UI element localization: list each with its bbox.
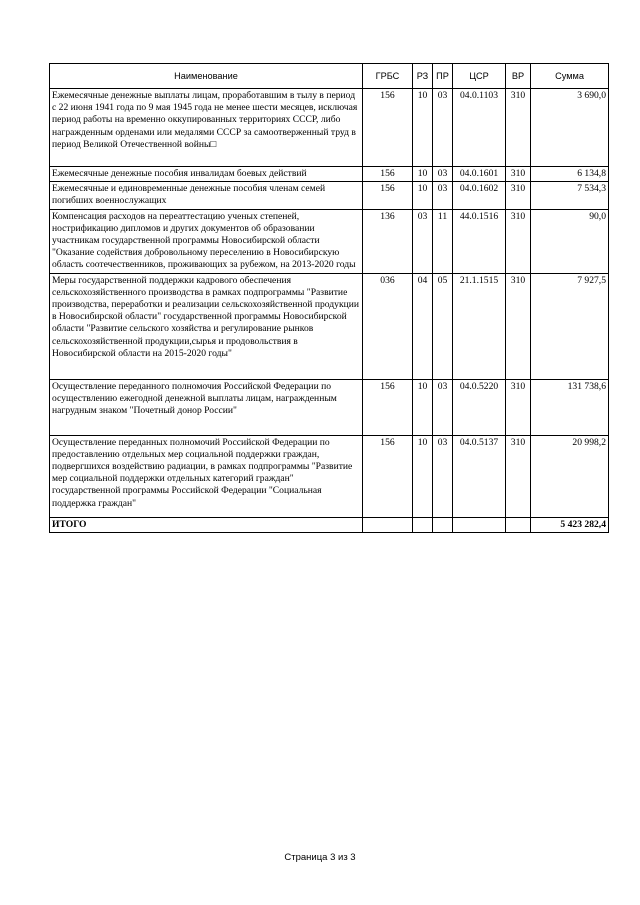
row-rz: 10: [413, 379, 433, 435]
table-row: [50, 273, 609, 379]
table-row: [50, 379, 609, 435]
row-vr: 310: [506, 435, 531, 517]
row-grbs: 156: [363, 182, 413, 209]
row-csr: 04.0.1103: [453, 89, 506, 167]
table-row: [50, 435, 609, 517]
row-sum: 6 134,8: [531, 167, 609, 182]
header-pr: ПР: [433, 64, 453, 89]
total-csr-empty: [453, 517, 506, 532]
row-grbs: 156: [363, 167, 413, 182]
header-vr: ВР: [506, 64, 531, 89]
row-sum: 7 927,5: [531, 273, 609, 379]
row-name: Осуществление переданных полномочий Российской Федерации по предоставлению отдельных мер социальной поддержки граждан, подвергшихся воздействию радиации, в рамках подпрограммы "Развитие мер социальной поддержки отдельных категорий граждан" государственной программы Российской Федерации "Социальная поддержка граждан": [50, 435, 363, 517]
header-csr: ЦСР: [453, 64, 506, 89]
total-label: ИТОГО: [50, 517, 363, 532]
row-grbs: 156: [363, 435, 413, 517]
header-grbs: ГРБС: [363, 64, 413, 89]
total-rz-empty: [413, 517, 433, 532]
row-csr: 21.1.1515: [453, 273, 506, 379]
row-vr: 310: [506, 379, 531, 435]
row-csr: 04.0.1602: [453, 182, 506, 209]
row-csr: 04.0.5220: [453, 379, 506, 435]
header-name: Наименование: [50, 64, 363, 89]
row-pr: 03: [433, 435, 453, 517]
row-pr: 11: [433, 209, 453, 273]
table-header-row: [50, 64, 609, 89]
row-csr: 04.0.5137: [453, 435, 506, 517]
row-pr: 03: [433, 167, 453, 182]
row-rz: 10: [413, 167, 433, 182]
row-vr: 310: [506, 209, 531, 273]
row-name: Ежемесячные и единовременные денежные пособия членам семей погибших военнослужащих: [50, 182, 363, 209]
row-pr: 03: [433, 89, 453, 167]
row-rz: 10: [413, 182, 433, 209]
row-grbs: 156: [363, 89, 413, 167]
row-pr: 03: [433, 182, 453, 209]
table-row: [50, 167, 609, 182]
row-vr: 310: [506, 182, 531, 209]
total-vr-empty: [506, 517, 531, 532]
row-sum: 7 534,3: [531, 182, 609, 209]
row-grbs: 156: [363, 379, 413, 435]
row-vr: 310: [506, 167, 531, 182]
total-pr-empty: [433, 517, 453, 532]
row-grbs: 036: [363, 273, 413, 379]
total-grbs-empty: [363, 517, 413, 532]
page-footer: Страница 3 из 3: [284, 852, 356, 863]
row-vr: 310: [506, 89, 531, 167]
row-name: Компенсация расходов на переаттестацию ученых степеней, нострификацию дипломов и других документов об образовании участникам государственной программы Новосибирской области "Оказание содействия добровольному переселению в Новосибирскую область соотечественников, проживающих за рубежом, на 2013-2020 годы: [50, 209, 363, 273]
row-name: Осуществление переданного полномочия Российской Федерации по осуществлению ежегодной денежной выплаты лицам, награжденным нагрудным знаком "Почетный донор России": [50, 379, 363, 435]
row-pr: 05: [433, 273, 453, 379]
table-row: [50, 89, 609, 167]
row-rz: 04: [413, 273, 433, 379]
row-pr: 03: [433, 379, 453, 435]
row-csr: 44.0.1516: [453, 209, 506, 273]
table-row: [50, 182, 609, 209]
row-csr: 04.0.1601: [453, 167, 506, 182]
row-sum: 3 690,0: [531, 89, 609, 167]
row-rz: 10: [413, 435, 433, 517]
row-rz: 03: [413, 209, 433, 273]
row-grbs: 136: [363, 209, 413, 273]
budget-table: [49, 63, 609, 533]
total-row: [50, 517, 609, 532]
header-rz: РЗ: [413, 64, 433, 89]
row-sum: 90,0: [531, 209, 609, 273]
total-sum: 5 423 282,4: [531, 517, 609, 532]
row-name: Меры государственной поддержки кадрового обеспечения сельскохозяйственного производства в рамках подпрограммы "Развитие производства, переработки и реализации сельскохозяйственной продукции в Новосибирской области" государственной программы Новосибирской области "Развитие сельского хозяйства и регулирование рынков сельскохозяйственной продукции,сырья и продовольствия в Новосибирской области на 2015-2020 годы": [50, 273, 363, 379]
row-name: Ежемесячные денежные выплаты лицам, проработавшим в тылу в период с 22 июня 1941 года по 9 мая 1945 года не менее шести месяцев, исключая период работы на временно оккупированных территориях СССР, либо награжденным орденами или медалями СССР за самоотверженный труд в период Великой Отечественной войны□: [50, 89, 363, 167]
row-sum: 131 738,6: [531, 379, 609, 435]
row-vr: 310: [506, 273, 531, 379]
header-sum: Сумма: [531, 64, 609, 89]
row-name: Ежемесячные денежные пособия инвалидам боевых действий: [50, 167, 363, 182]
row-rz: 10: [413, 89, 433, 167]
row-sum: 20 998,2: [531, 435, 609, 517]
table-row: [50, 209, 609, 273]
